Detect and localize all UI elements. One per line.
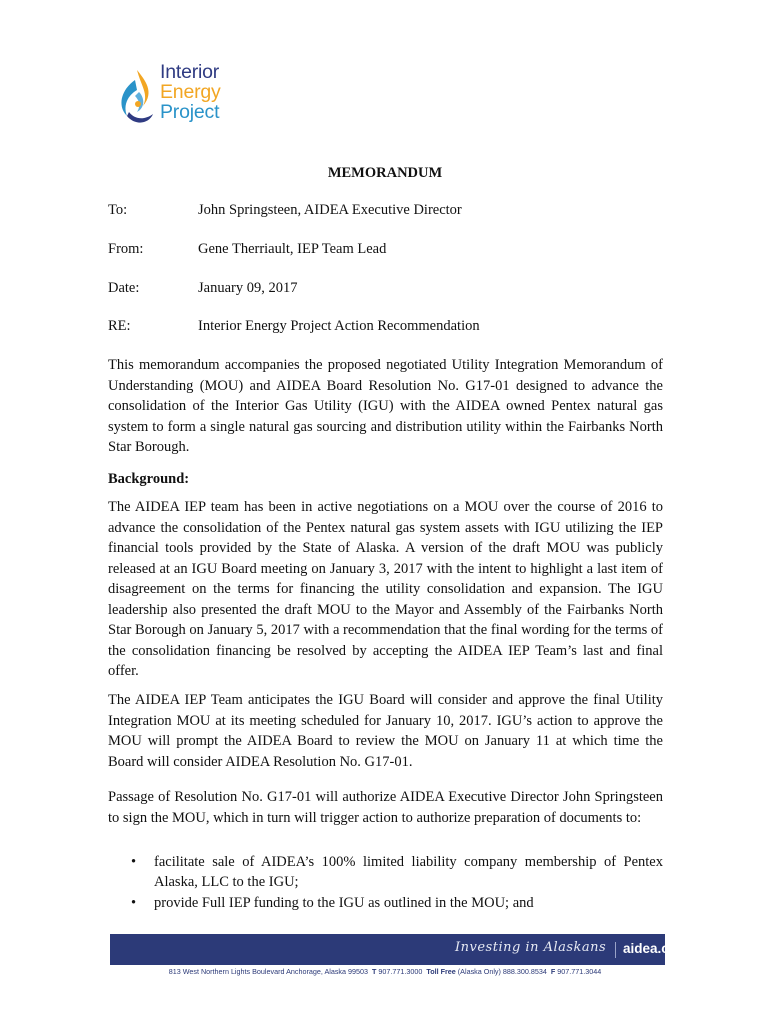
background-heading: Background: [108,471,190,487]
tollfree-value: (Alaska Only) 888.300.8534 [457,967,547,976]
intro-paragraph: This memorandum accompanies the proposed negotiated Utility Integration Memorandum of Understanding (MOU) and AIDEA Board Resolution No. G17-01 designed to advance the consolidation of the Interior Gas Utility (IGU) with the AIDEA owned Pentex natural gas system to form a single natural gas sourcing and distribution utility within the Fairbanks North Star Borough. [108,357,663,455]
logo-line-project: Project [160,101,220,123]
logo-line-interior: Interior [160,61,220,83]
tollfree-label: Toll Free [426,967,456,976]
action-bullet-list [108,852,663,914]
to-value: John Springsteen, AIDEA Executive Director [198,202,462,218]
flame-logo-icon [115,62,161,130]
address-line: 813 West Northern Lights Boulevard Anchorage, Alaska 99503 [168,967,368,976]
bullet-text: facilitate sale of AIDEA’s 100% limited liability company membership of Pentex Alaska, LLC to the IGU; [154,854,663,890]
fax-value: 907.771.3044 [557,967,602,976]
iep-logo [115,62,245,130]
footer-website: aidea.org [623,941,684,956]
phone-value: 907.771.3000 [378,967,423,976]
from-label: From: [108,241,144,257]
list-item [108,852,663,892]
logo-wordmark [160,62,221,122]
background-paragraph-2: The AIDEA IEP Team anticipates the IGU Board will consider and approve the final Utility Integration MOU at its meeting scheduled for January 10, 2017. IGU’s action to approve the MOU will prompt the AIDEA Board to review the MOU on January 11 at which time the Board will consider AIDEA Resolution No. G17-01. [108,692,663,770]
logo-line-energy: Energy [160,81,221,103]
footer-divider [615,942,616,958]
to-label: To: [108,202,128,218]
footer-tagline: Investing in Alaskans [455,940,607,955]
date-label: Date: [108,280,140,296]
phone-label: T [372,967,377,976]
footer-address [0,967,770,976]
from-value: Gene Therriault, IEP Team Lead [198,241,387,257]
bullet-text: provide Full IEP funding to the IGU as outlined in the MOU; and [154,895,534,911]
footer-banner [110,934,684,965]
bullet-icon: • [131,895,137,911]
bullet-icon: • [131,854,137,870]
background-paragraph-1: The AIDEA IEP team has been in active negotiations on a MOU over the course of 2016 to advance the consolidation of the Pentex natural gas system assets with IGU utilizing the IEP financial tools provided by the State of Alaska. A version of the draft MOU was publicly released at an IGU Board meeting on January 3, 2017 with the intent to highlight a last item of disagreement on the terms for financing the utility consolidation and expansion. The IGU leadership also presented the draft MOU to the Mayor and Assembly of the Fairbanks North Star Borough on January 5, 2017 with a recommendation that the final wording for the terms of the consolidation financing be resolved by accepting the AIDEA IEP Team’s last and final offer. [108,499,663,679]
memo-title: MEMORANDUM [327,165,443,181]
list-item [108,893,663,913]
fax-label: F [550,967,556,976]
date-value: January 09, 2017 [198,280,298,296]
passage-paragraph: Passage of Resolution No. G17-01 will authorize AIDEA Executive Director John Springsteen to sign the MOU, which in turn will trigger action to authorize preparation of documents to: [108,789,663,826]
re-value: Interior Energy Project Action Recommendation [198,318,480,334]
re-label: RE: [108,318,131,334]
